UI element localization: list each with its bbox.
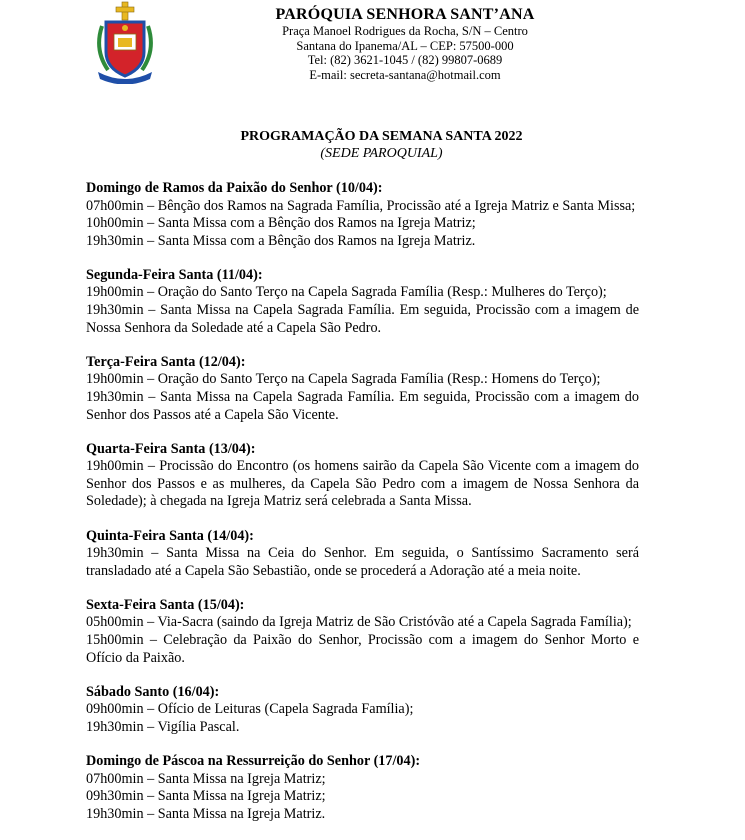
day-section <box>86 753 639 823</box>
parish-name: PARÓQUIA SENHORA SANT’ANA <box>275 6 535 23</box>
day-section <box>86 441 639 511</box>
document-subtitle: (SEDE PAROQUIAL) <box>320 146 443 161</box>
schedule-entry: 09h00min – Ofício de Leituras (Capela Sagrada Família); <box>86 701 414 718</box>
schedule-entry: 09h30min – Santa Missa na Igreja Matriz; <box>86 788 326 805</box>
schedule-entry: 19h30min – Santa Missa com a Bênção dos Ramos na Igreja Matriz. <box>86 232 476 249</box>
day-title: Sábado Santo (16/04): <box>86 683 220 700</box>
day-title: Segunda-Feira Santa (11/04): <box>86 266 263 283</box>
parish-coat-of-arms-logo <box>92 0 158 84</box>
schedule-entry: 19h00min – Procissão do Encontro (os homens sairão da Capela São Vicente com a imagem do Senhor dos Passos e as mulheres, da Capela São Pedro com a imagem de Nossa Senhora da Soledade); à chegada na Igreja Matriz será celebrada a Santa Missa. <box>86 458 639 510</box>
email-line: E-mail: secreta-santana@hotmail.com <box>309 67 501 82</box>
day-section <box>86 354 639 424</box>
day-section <box>86 267 639 337</box>
schedule-entry: 07h00min – Santa Missa na Igreja Matriz; <box>86 770 326 787</box>
schedule-entry: 10h00min – Santa Missa com a Bênção dos Ramos na Igreja Matriz; <box>86 215 476 232</box>
schedule-entry: 19h30min – Santa Missa na Ceia do Senhor. Em seguida, o Santíssimo Sacramento será transladado até a Capela São Sebastião, onde se procederá a Adoração até a meia noite. <box>86 545 639 579</box>
day-title: Sexta-Feira Santa (15/04): <box>86 596 245 613</box>
letterhead <box>240 6 570 82</box>
day-title: Quarta-Feira Santa (13/04): <box>86 440 256 457</box>
schedule-entry: 19h00min – Oração do Santo Terço na Capela Sagrada Família (Resp.: Homens do Terço); <box>86 371 601 388</box>
day-title: Domingo de Páscoa na Ressurreição do Senhor (17/04): <box>86 752 421 769</box>
day-section <box>86 597 639 667</box>
schedule-entry: 19h30min – Santa Missa na Capela Sagrada Família. Em seguida, Procissão com a imagem de Nossa Senhora da Soledade até a Capela São Pedro. <box>86 302 639 336</box>
document-heading <box>0 128 745 162</box>
schedule-entry: 19h00min – Oração do Santo Terço na Capela Sagrada Família (Resp.: Mulheres do Terço); <box>86 284 607 301</box>
day-title: Quinta-Feira Santa (14/04): <box>86 527 254 544</box>
schedule-entry: 15h00min – Celebração da Paixão do Senhor, Procissão com a imagem do Senhor Morto e Ofício da Paixão. <box>86 631 639 666</box>
schedule-entry: 05h00min – Via-Sacra (saindo da Igreja Matriz de São Cristóvão até a Capela Sagrada Família); <box>86 614 632 631</box>
schedule-entry: 19h30min – Santa Missa na Capela Sagrada Família. Em seguida, Procissão com a imagem do Senhor dos Passos até a Capela São Vicente. <box>86 388 639 423</box>
day-title: Domingo de Ramos da Paixão do Senhor (10/04): <box>86 180 383 196</box>
phone-line: Tel: (82) 3621-1045 / (82) 99807-0689 <box>307 53 503 67</box>
day-section <box>86 684 639 737</box>
document-title: PROGRAMAÇÃO DA SEMANA SANTA 2022 <box>240 129 523 144</box>
day-section <box>86 180 639 250</box>
address-line-2: Santana do Ipanema/AL – CEP: 57500-000 <box>296 38 514 53</box>
address-line-1: Praça Manoel Rodrigues da Rocha, S/N – Centro <box>282 24 528 38</box>
day-section <box>86 528 639 581</box>
day-title: Terça-Feira Santa (12/04): <box>86 353 246 370</box>
schedule-entry: 19h30min – Santa Missa na Igreja Matriz. <box>86 805 326 822</box>
schedule-entry: 19h30min – Vigília Pascal. <box>86 718 240 735</box>
schedule-list <box>86 180 639 840</box>
schedule-entry: 07h00min – Bênção dos Ramos na Sagrada Família, Procissão até a Igreja Matriz e Santa Missa; <box>86 197 636 214</box>
